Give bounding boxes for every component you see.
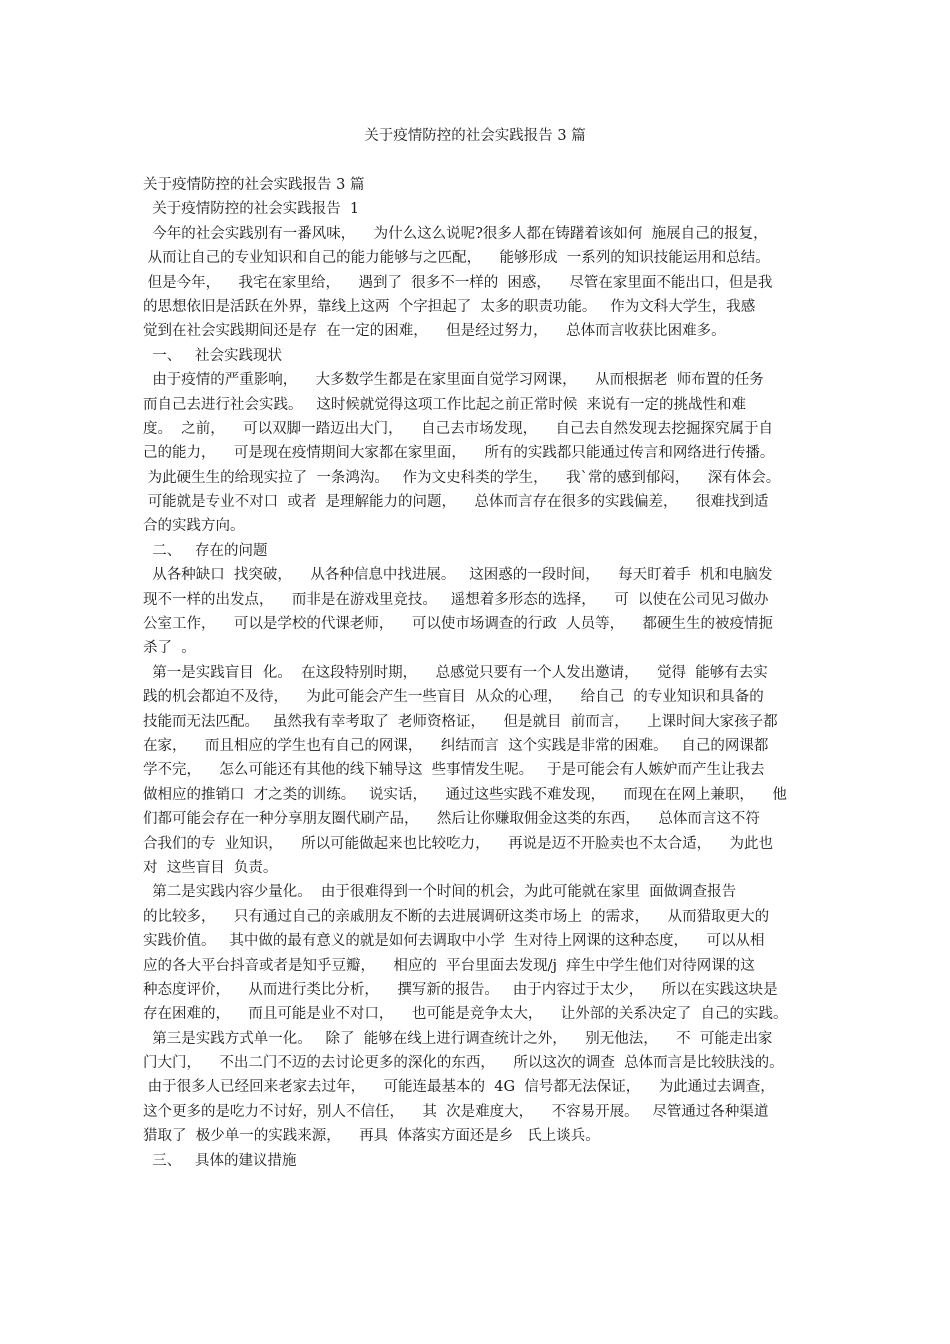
text-line: 但是今年， 我宅在家里给， 遇到了 很多不一样的 困惑， 尽管在家里面不能出口，但是我 xyxy=(143,274,773,291)
text-line: 技能而无法匹配。 虽然我有幸考取了 老师资格证， 但是就目 前而言， 上课时间大家孩子都 xyxy=(143,713,778,730)
text-line: 做相应的推销口 才之类的训练。 说实话， 通过这些实践不难发现， 而现在在网上兼职， 他 xyxy=(143,786,787,803)
text-line: 为此硬生生的给现实拉了 一条鸿沟。 作为文史科类的学生， 我`常的感到郁闷， 深有体会。 xyxy=(143,469,781,486)
text-line: 对 这些盲目 负责。 xyxy=(143,859,278,876)
document-body xyxy=(143,173,823,1173)
text-line: 现不一样的出发点， 而非是在游戏里竞技。 遥想着多形态的选择， 可 以使在公司见习做办 xyxy=(143,591,769,608)
text-line: 存在困难的， 而且可能是业不对口， 也可能是竞争太大， 让外部的关系决定了 自己的实践。 xyxy=(143,1006,788,1023)
page-title: 关于疫情防控的社会实践报告 3 篇 xyxy=(364,128,586,144)
text-line: 门大门， 不出二门不迈的去讨论更多的深化的东西， 所以这次的调查 总体而言是比较肤浅的。 xyxy=(143,1055,784,1072)
text-line: 种态度评价， 从而进行类比分析， 撰写新的报告。 由于内容过于太少， 所以在实践这块是 xyxy=(143,981,778,998)
text-line: 可能就是专业不对口 或者 是理解能力的问题， 总体而言存在很多的实践偏差， 很难找到适 xyxy=(143,494,769,511)
text-line: 学不完， 怎么可能还有其他的线下辅导这 些事情发生呢。 于是可能会有人嫉妒而产生让我去 xyxy=(143,762,765,779)
text-line: 从各种缺口 找突破， 从各种信息中找进展。 这困惑的一段时间， 每天盯着手 机和电脑发 xyxy=(143,567,773,584)
text-line: 第一是实践盲目 化。 在这段特别时期， 总感觉只要有一个人发出邀请， 觉得 能够有去实 xyxy=(143,664,768,681)
text-line: 关于疫情防控的社会实践报告 1 xyxy=(143,201,360,218)
text-line: 在家， 而且相应的学生也有自己的网课， 纠结而言 这个实践是非常的困难。 自己的网课都 xyxy=(143,737,769,754)
text-line: 公室工作， 可以是学校的代课老师， 可以使市场调查的行政 人员等， 都硬生生的被疫情扼 xyxy=(143,616,774,633)
text-line: 关于疫情防控的社会实践报告 3 篇 xyxy=(143,177,365,193)
text-line: 合的实践方向。 xyxy=(143,518,245,535)
text-line: 觉到在社会实践期间还是存 在一定的困难， 但是经过努力， 总体而言收获比困难多。 xyxy=(143,323,726,340)
text-line: 的思想依旧是活跃在外界，靠线上这两 个字担起了 太多的职责功能。 作为文科大学生，我感 xyxy=(143,298,756,315)
text-line: 由于很多人已经回来老家去过年， 可能连最基本的 4G 信号都无法保证， 为此通过去调查， xyxy=(143,1079,775,1096)
text-line: 应的各大平台抖音或者是知乎豆瓣， 相应的 平台里面去发现/j 痒生中学生他们对待网课的这 xyxy=(143,957,755,974)
text-line: 而自己去进行社会实践。 这时候就觉得这项工作比起之前正常时候 来说有一定的挑战性和难 xyxy=(143,396,747,413)
text-line: 从而让自己的专业知识和自己的能力能够与之匹配， 能够形成 一系列的知识技能运用和总结。 xyxy=(143,250,770,267)
text-line: 践的机会都迫不及待， 为此可能会产生一些盲目 从众的心理， 给自己 的专业知识和具备的 xyxy=(143,689,764,706)
text-line: 己的能力， 可是现在疫情期间大家都在家里面， 所有的实践都只能通过传言和网络进行传播。 xyxy=(143,445,775,462)
text-line: 合我们的专 业知识， 所以可能做起来也比较吃力， 再说是迈不开脸卖也不太合适， 为此也 xyxy=(143,835,774,852)
text-line: 们都可能会存在一种分享朋友圈代刷产品， 然后让你赚取佣金这类的东西， 总体而言这不符 xyxy=(143,811,760,828)
text-line: 杀了 。 xyxy=(143,640,196,657)
text-line: 猎取了 极少单一的实践来源， 再具 体落实方面还是乡 氏上谈兵。 xyxy=(143,1128,600,1145)
text-line: 今年的社会实践别有一番风味， 为什么这么说呢?很多人都在铸躇着该如何 施展自己的报复， xyxy=(143,225,768,242)
text-line: 三、 具体的建议措施 xyxy=(143,1152,297,1169)
text-line: 的比较多， 只有通过自己的亲戚朋友不断的去进展调研这类市场上 的需求， 从而猎取更大的 xyxy=(143,908,770,925)
text-line: 第三是实践方式单一化。 除了 能够在线上进行调查统计之外， 别无他法， 不 可能走出家 xyxy=(143,1030,773,1047)
text-line: 度。 之前， 可以双脚一踏迈出大门， 自己去市场发现， 自己去自然发现去挖掘探究属于自 xyxy=(143,420,774,437)
text-line: 由于疫情的严重影响， 大多数学生都是在家里面自觉学习网课， 从而根据老 师布置的任务 xyxy=(143,372,764,389)
text-line: 实践价值。 其中做的最有意义的就是如何去调取中小学 生对待上网课的这种态度， 可以从相 xyxy=(143,933,765,950)
text-line: 一、 社会实践现状 xyxy=(143,347,283,364)
text-line: 二、 存在的问题 xyxy=(143,542,268,559)
text-line: 第二是实践内容少量化。 由于很难得到一个时间的机会，为此可能就在家里 面做调查报告 xyxy=(143,884,737,901)
text-line: 这个更多的是吃力不讨好，别人不信任， 其 次是难度大， 不容易开展。 尽管通过各种渠道 xyxy=(143,1103,769,1120)
